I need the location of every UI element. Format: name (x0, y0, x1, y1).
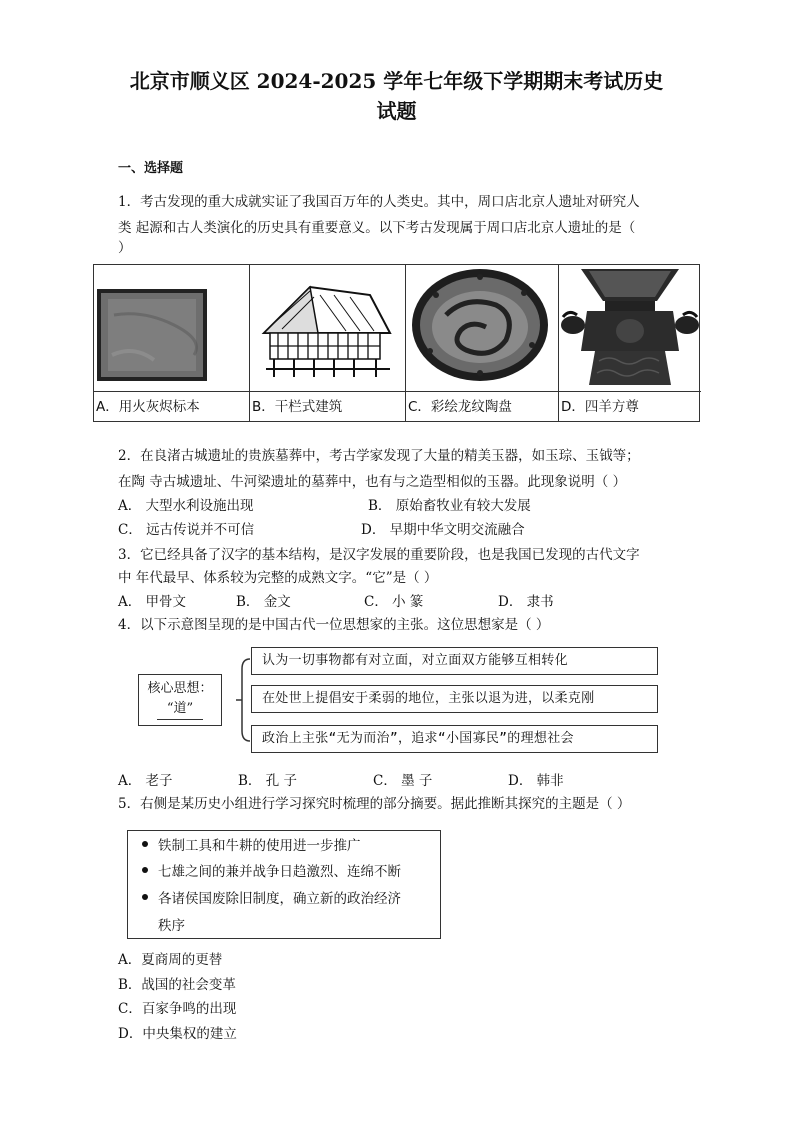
q1-option-a[interactable] (94, 265, 250, 421)
q4-options-row (118, 771, 663, 791)
question-3 (118, 542, 663, 588)
section-heading: 一、选择题 (118, 161, 184, 176)
q4-option-a[interactable]: A． 老子 (118, 773, 173, 789)
q1-option-b-label: B．干栏式建筑 (250, 391, 405, 421)
q1-option-d[interactable] (559, 265, 701, 421)
q5-option-d[interactable]: D．中央集权的建立 (118, 1026, 237, 1042)
q1-option-c-label: C．彩绘龙纹陶盘 (406, 391, 558, 421)
q4-option-d[interactable]: D． 韩非 (508, 773, 564, 789)
q3-option-b[interactable]: B． 金文 (236, 594, 291, 610)
q5-option-a[interactable]: A．夏商周的更替 (118, 952, 223, 968)
q3-stem-line-2: 中 年代最早、体系较为完整的成熟文字。“它”是（ ） (118, 570, 438, 586)
q5-option-b[interactable]: B．战国的社会变革 (118, 977, 236, 993)
q5-summary-box (127, 830, 441, 939)
q4-option-b[interactable]: B． 孔 子 (238, 773, 298, 789)
ash-specimen-icon (94, 265, 249, 391)
question-1 (118, 189, 663, 255)
idea-box-2: 在处世上提倡安于柔弱的地位，主张以退为进，以柔克刚 (251, 685, 658, 713)
q2-stem-line-2: 在陶 寺古城遗址、牛河梁遗址的墓葬中，也有与之造型相似的玉器。此现象说明（ ） (118, 474, 627, 490)
q4-stem: 4．以下示意图呈现的是中国古代一位思想家的主张。这位思想家是（ ） (118, 617, 550, 633)
q5-item-2: 七雄之间的兼并战争日趋激烈、连绵不断 (142, 859, 401, 885)
q2-option-a[interactable]: A． 大型水利设施出现 (118, 498, 254, 514)
core-idea-box (138, 674, 222, 726)
q2-stem-line-1: 2．在良渚古城遗址的贵族墓葬中，考古学家发现了大量的精美玉器，如玉琮、玉钺等； (118, 448, 640, 464)
q1-option-a-label: A．用火灰烬标本 (94, 391, 249, 421)
q1-option-b[interactable] (250, 265, 406, 421)
q5-stem: 5．右侧是某历史小组进行学习探究时梳理的部分摘要。据此推断其探究的主题是（ ） (118, 796, 631, 812)
bullet-icon (142, 894, 148, 900)
q1-option-table (93, 264, 700, 422)
bronze-zun-icon (559, 265, 701, 391)
title-line-2: 试题 (376, 99, 417, 123)
document-title (60, 66, 733, 126)
q3-stem-line-1: 3．它已经具备了汉字的基本结构，是汉字发展的重要阶段，也是我国已发现的古代文字 (118, 547, 640, 563)
q3-option-d[interactable]: D． 隶书 (498, 594, 554, 610)
q1-option-d-label: D．四羊方尊 (559, 391, 701, 421)
q3-option-c[interactable]: C． 小 篆 (364, 594, 424, 610)
stilt-house-icon (250, 265, 405, 391)
q1-stem-line-3: ） (118, 240, 132, 256)
q2-option-b[interactable]: B． 原始畜牧业有较大发展 (368, 498, 531, 514)
core-idea-label: 核心思想： (147, 681, 213, 696)
bullet-icon (142, 867, 148, 873)
q3-options-row (118, 592, 663, 612)
q5-option-c[interactable]: C．百家争鸣的出现 (118, 1001, 237, 1017)
idea-box-3: 政治上主张“无为而治”，追求“小国寡民”的理想社会 (251, 725, 658, 753)
q5-item-3-continued: 秩序 (158, 918, 185, 934)
q2-option-c[interactable]: C． 远古传说并不可信 (118, 522, 255, 538)
q4-option-c[interactable]: C． 墨 子 (373, 773, 433, 789)
q2-options-row-2 (118, 520, 663, 540)
q1-option-c[interactable] (406, 265, 559, 421)
q5-item-1: 铁制工具和牛耕的使用进一步推广 (142, 833, 361, 859)
q5-item-3: 各诸侯国废除旧制度，确立新的政治经济 (142, 886, 401, 912)
q3-option-a[interactable]: A． 甲骨文 (118, 594, 187, 610)
question-2 (118, 443, 663, 495)
q4-diagram (118, 642, 663, 758)
q2-option-d[interactable]: D． 早期中华文明交流融合 (361, 522, 525, 538)
q1-stem-line-1: 1．考古发现的重大成就实证了我国百万年的人类史。其中，周口店北京人遗址对研究人 (118, 194, 640, 210)
bracket-connector (236, 655, 250, 745)
core-idea-value: “道” (157, 699, 203, 720)
bullet-icon (142, 841, 148, 847)
title-line-1: 北京市顺义区 2024-2025 学年七年级下学期期末考试历史 (129, 69, 664, 93)
q1-stem-line-2: 类 起源和古人类演化的历史具有重要意义。以下考古发现属于周口店北京人遗址的是（ (118, 220, 636, 236)
pottery-plate-icon (406, 265, 558, 391)
q2-options-row-1 (118, 496, 663, 516)
idea-box-1: 认为一切事物都有对立面，对立面双方能够互相转化 (251, 647, 658, 675)
